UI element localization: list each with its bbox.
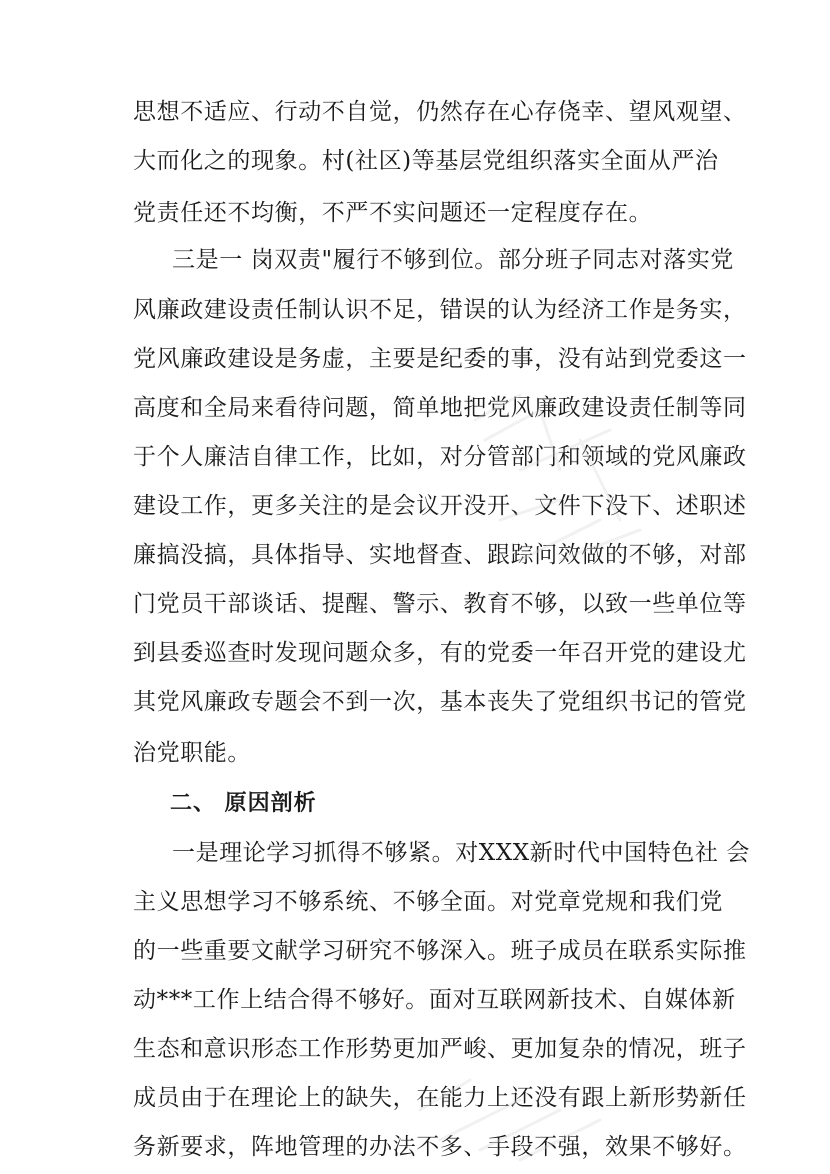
text-line: 建设工作，更多关注的是会议开没开、文件下没下、述职述 (133, 493, 747, 519)
text-line: 思想不适应、行动不自觉，仍然存在心存侥幸、望风观望、 (133, 99, 747, 125)
text-line: 大而化之的现象。村(社区)等基层党组织落实全面从严治 (133, 148, 719, 174)
section-heading: 二、 原因剖析 (170, 791, 317, 816)
text-line: 党责任还不均衡，不严不实问题还一定程度存在。 (133, 200, 653, 226)
text-line: 于个人廉洁自律工作，比如，对分管部门和领域的党风廉政 (133, 444, 747, 470)
text-line: 务新要求，阵地管理的办法不多、手段不强，效果不够好。 (133, 1134, 747, 1160)
text-line: 门党员干部谈话、提醒、警示、教育不够，以致一些单位等 (133, 591, 747, 617)
text-line: 的一些重要文献学习研究不够深入。班子成员在联系实际推 (133, 938, 747, 964)
text-line: 党风廉政建设是务虚，主要是纪委的事，没有站到党委这一 (133, 346, 747, 372)
text-line: 到县委巡查时发现问题众多，有的党委一年召开党的建设尤 (133, 640, 747, 666)
text-line: 治党职能。 (133, 740, 251, 766)
text-line: 三是一 岗双责"履行不够到位。部分班子同志对落实党 (172, 247, 734, 273)
text-line: 一是理论学习抓得不够紧。对XXX新时代中国特色社 会 (172, 840, 751, 866)
text-line: 风廉政建设责任制认识不足，错误的认为经济工作是务实， (133, 297, 747, 323)
text-line: 动***工作上结合得不够好。面对互联网新技术、自媒体新 (133, 987, 736, 1013)
text-line: 成员由于在理论上的缺失，在能力上还没有跟上新形势新任 (133, 1085, 747, 1111)
text-line: 生态和意识形态工作形势更加严峻、更加复杂的情况，班子 (133, 1036, 747, 1062)
text-line: 高度和全局来看待问题，简单地把党风廉政建设责任制等同 (133, 395, 747, 421)
text-line: 其党风廉政专题会不到一次，基本丧失了党组织书记的管党 (133, 689, 747, 715)
text-line: 主义思想学习不够系统、不够全面。对党章党规和我们党 (133, 889, 723, 915)
text-line: 廉搞没搞，具体指导、实地督查、跟踪问效做的不够，对部 (133, 542, 747, 568)
